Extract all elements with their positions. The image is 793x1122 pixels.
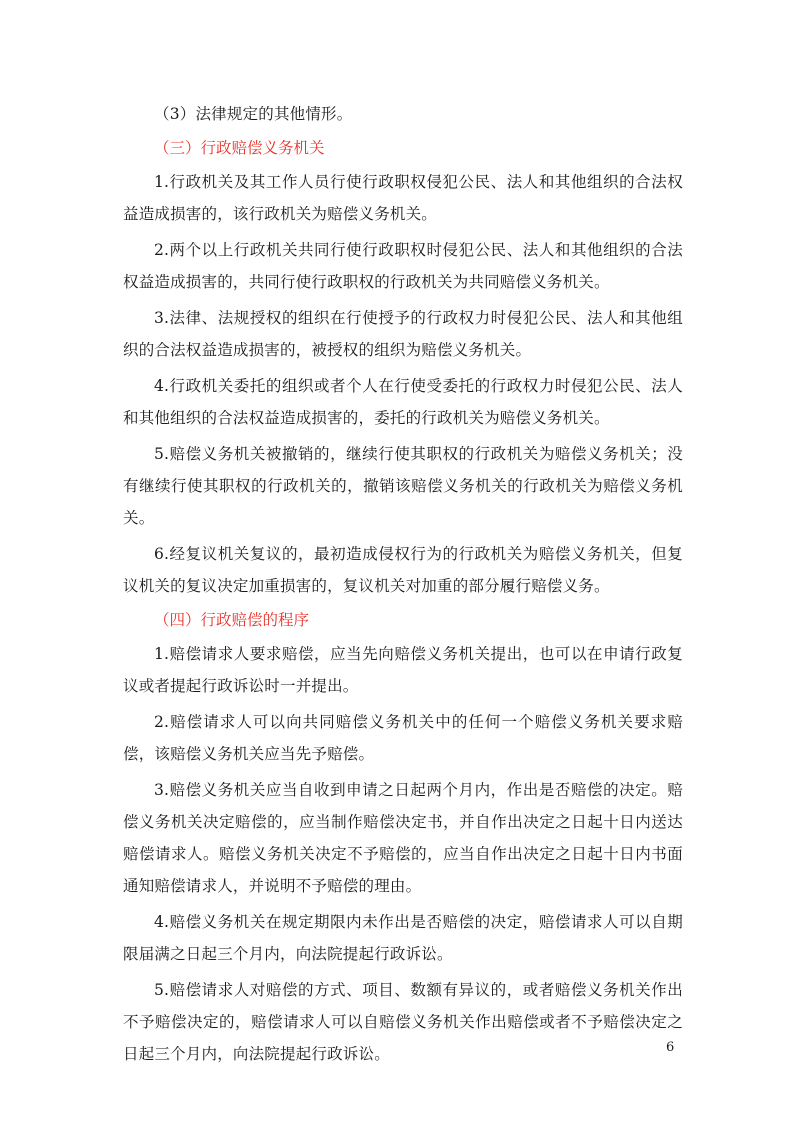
paragraph-obligation-1: 1.行政机关及其工作人员行使行政职权侵犯公民、法人和其他组织的合法权益造成损害的，该行政机关为赔偿义务机关。: [123, 173, 683, 223]
section-heading-obligation-organ: （三）行政赔偿义务机关: [154, 139, 325, 157]
document-body: [123, 98, 683, 1070]
section-heading-procedure: （四）行政赔偿的程序: [154, 611, 310, 629]
paragraph-obligation-6: 6.经复议机关复议的，最初造成侵权行为的行政机关为赔偿义务机关，但复议机关的复议决定加重损害的，复议机关对加重的部分履行赔偿义务。: [123, 545, 683, 595]
paragraph-procedure-2: 2.赔偿请求人可以向共同赔偿义务机关中的任何一个赔偿义务机关要求赔偿，该赔偿义务机关应当先予赔偿。: [123, 713, 683, 763]
paragraph-procedure-5: 5.赔偿请求人对赔偿的方式、项目、数额有异议的，或者赔偿义务机关作出不予赔偿决定的，赔偿请求人可以自赔偿义务机关作出赔偿或者不予赔偿决定之日起三个月内，向法院提起行政诉讼。: [123, 981, 683, 1063]
paragraph-obligation-4: 4.行政机关委托的组织或者个人在行使受委托的行政权力时侵犯公民、法人和其他组织的合法权益造成损害的，委托的行政机关为赔偿义务机关。: [123, 377, 683, 427]
paragraph-obligation-5: 5.赔偿义务机关被撤销的，继续行使其职权的行政机关为赔偿义务机关；没有继续行使其职权的行政机关的，撤销该赔偿义务机关的行政机关为赔偿义务机关。: [123, 445, 683, 527]
paragraph-procedure-3: 3.赔偿义务机关应当自收到申请之日起两个月内，作出是否赔偿的决定。赔偿义务机关决定赔偿的，应当制作赔偿决定书，并自作出决定之日起十日内送达赔偿请求人。赔偿义务机关决定不予赔偿的，应当自作出决定之日起十日内书面通知赔偿请求人，并说明不予赔偿的理由。: [123, 781, 683, 895]
paragraph-obligation-2: 2.两个以上行政机关共同行使行政职权时侵犯公民、法人和其他组织的合法权益造成损害的，共同行使行政职权的行政机关为共同赔偿义务机关。: [123, 241, 683, 291]
paragraph-procedure-4: 4.赔偿义务机关在规定期限内未作出是否赔偿的决定，赔偿请求人可以自期限届满之日起三个月内，向法院提起行政诉讼。: [123, 913, 683, 963]
paragraph-obligation-3: 3.法律、法规授权的组织在行使授予的行政权力时侵犯公民、法人和其他组织的合法权益造成损害的，被授权的组织为赔偿义务机关。: [123, 309, 683, 359]
paragraph-other-circumstances: （3）法律规定的其他情形。: [154, 105, 353, 123]
page-number: 6: [666, 1040, 675, 1055]
paragraph-procedure-1: 1.赔偿请求人要求赔偿，应当先向赔偿义务机关提出，也可以在申请行政复议或者提起行政诉讼时一并提出。: [123, 645, 683, 695]
